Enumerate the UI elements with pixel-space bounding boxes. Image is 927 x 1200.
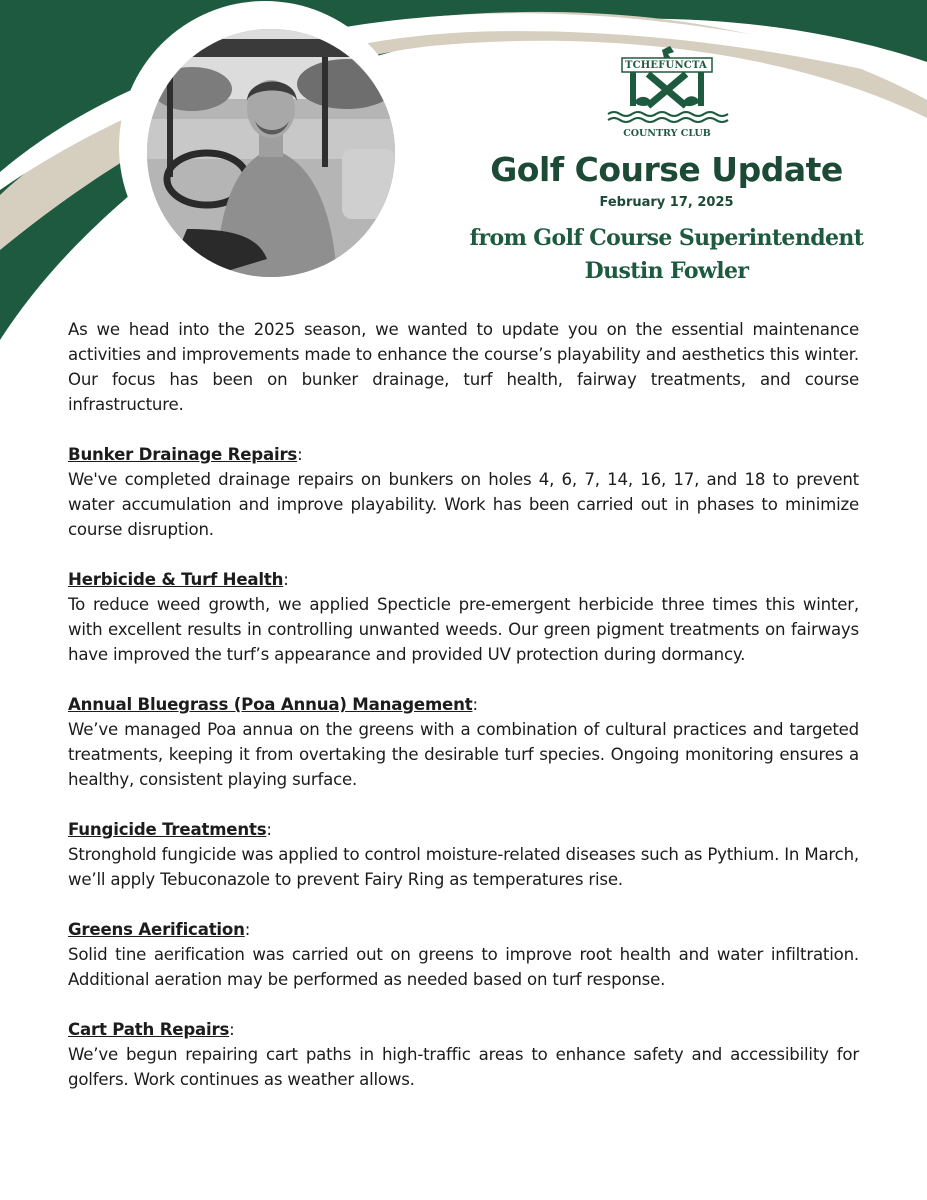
- section-herbicide-turf: [68, 567, 859, 667]
- logo-top-text: TCHEFUNCTA: [624, 60, 708, 71]
- section-body: We've completed drainage repairs on bunkers on holes 4, 6, 7, 14, 16, 17, and 18 to prevent water accumulation and improve playability. Work has been carried out in phases to minimize course disruption.: [68, 470, 859, 539]
- byline-role: from Golf Course Superintendent: [469, 225, 864, 251]
- section-heading: Cart Path Repairs: [68, 1020, 230, 1039]
- heading-colon: :: [472, 695, 478, 714]
- section-poa-annua: [68, 692, 859, 792]
- heading-colon: :: [297, 445, 303, 464]
- heading-colon: :: [283, 570, 289, 589]
- section-fungicide: [68, 817, 859, 892]
- section-greens-aerification: [68, 917, 859, 992]
- heading-colon: :: [266, 820, 272, 839]
- section-body: Solid tine aerification was carried out on greens to improve root health and water infiltration. Additional aeration may be performed as needed based on turf response.: [68, 945, 859, 989]
- section-body: To reduce weed growth, we applied Specticle pre-emergent herbicide three times this winter, with excellent results in controlling unwanted weeds. Our green pigment treatments on fairways have improved the turf’s appearance and provided UV protection during dormancy.: [68, 595, 859, 664]
- newsletter-body: [68, 317, 859, 1117]
- byline-name: Dustin Fowler: [584, 258, 749, 284]
- superintendent-photo: [147, 29, 395, 277]
- section-body: Stronghold fungicide was applied to control moisture-related diseases such as Pythium. In March, we’ll apply Tebuconazole to prevent Fairy Ring as temperatures rise.: [68, 845, 859, 889]
- section-body: We’ve begun repairing cart paths in high-traffic areas to enhance safety and accessibility for golfers. Work continues as weather allows.: [68, 1045, 859, 1089]
- section-body: We’ve managed Poa annua on the greens with a combination of cultural practices and targeted treatments, keeping it from overtaking the desirable turf species. Ongoing monitoring ensures a healthy, consistent playing surface.: [68, 720, 859, 789]
- country-club-logo: [600, 44, 734, 144]
- logo-bottom-text: COUNTRY CLUB: [623, 128, 711, 139]
- section-heading: Fungicide Treatments: [68, 820, 267, 839]
- section-bunker-drainage: [68, 442, 859, 542]
- heading-colon: :: [244, 920, 251, 939]
- section-heading: Annual Bluegrass (Poa Annua) Management: [68, 695, 473, 714]
- intro-paragraph: As we head into the 2025 season, we wanted to update you on the essential maintenance activities and improvements made to enhance the course’s playability and aesthetics this winter. Our focus has been on bunker drainage, turf health, fairway treatments, and course infrastructure.: [68, 320, 859, 414]
- heading-colon: :: [229, 1020, 235, 1039]
- page-title: Golf Course Update: [490, 150, 843, 189]
- section-cart-path: [68, 1017, 859, 1092]
- update-date: February 17, 2025: [599, 195, 734, 210]
- section-heading: Greens Aerification: [68, 920, 245, 939]
- section-heading: Bunker Drainage Repairs: [68, 445, 298, 464]
- section-heading: Herbicide & Turf Health: [68, 570, 284, 589]
- author-byline: [448, 222, 885, 288]
